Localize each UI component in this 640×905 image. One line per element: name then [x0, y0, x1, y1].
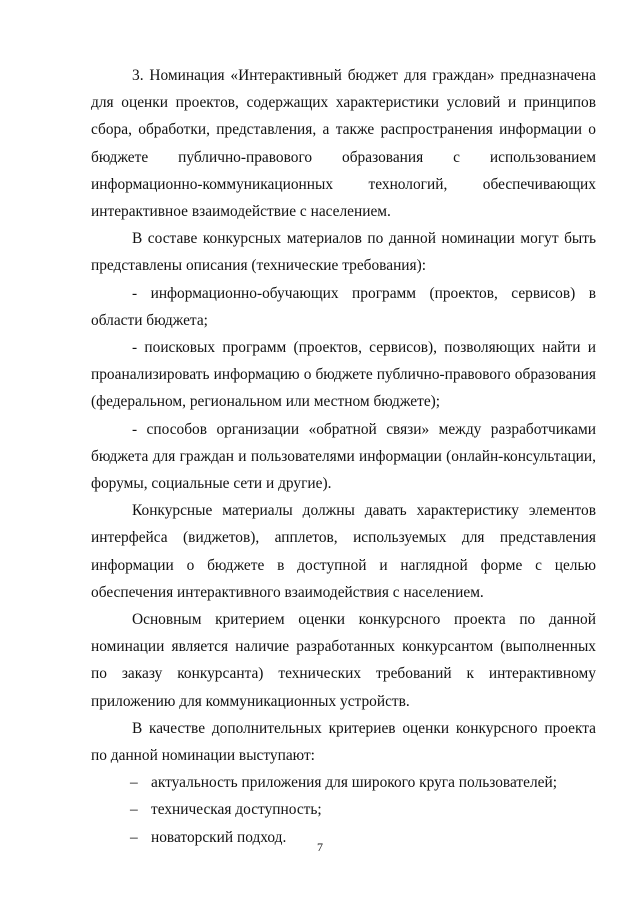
paragraph-interface-description: Конкурсные материалы должны давать характеристику элементов интерфейса (виджетов), апплетов, используемых для представления информации о бюджете в доступной и наглядной форме с целью обеспечения интерактивного взаимодействия с населением. — [91, 502, 596, 601]
bullet-dash: – — [130, 774, 138, 792]
bullet-dash: – — [130, 801, 138, 819]
paragraph-main-criterion: Основным критерием оценки конкурсного проекта по данной номинации является наличие разработанных конкурсантом (выполненных по заказу конкурсанта) технических требований к интерактивному приложению для коммуникационных устройств. — [91, 611, 596, 710]
paragraph-materials-intro: В составе конкурсных материалов по данной номинации могут быть представлены описания (технические требования): — [91, 230, 596, 275]
criteria-item-relevance: актуальность приложения для широкого круга пользователей; — [151, 774, 557, 792]
criteria-item-innovation: новаторский подход. — [151, 828, 287, 846]
bullet-dash: – — [130, 828, 138, 846]
paragraph-item-feedback-methods: - способов организации «обратной связи» между разработчиками бюджета для граждан и пользователями информации (онлайн-консультации, форумы, социальные сети и другие). — [91, 420, 596, 493]
criteria-list — [91, 769, 596, 851]
paragraph-item-search-programs: - поисковых программ (проектов, сервисов), позволяющих найти и проанализировать информацию о бюджете публично-правового образования (федеральном, региональном или местном бюджете); — [91, 339, 596, 411]
paragraph-item-training-programs: - информационно-обучающих программ (проектов, сервисов) в области бюджета; — [91, 284, 596, 329]
list-item — [91, 769, 596, 796]
paragraph-additional-criteria: В качестве дополнительных критериев оценки конкурсного проекта по данной номинации выступают: — [91, 719, 596, 765]
criteria-item-accessibility: техническая доступность; — [151, 801, 322, 819]
paragraph-nomination-intro: 3. Номинация «Интерактивный бюджет для граждан» предназначена для оценки проектов, содержащих характеристики условий и принципов сбора, обработки, представления, а также распространения информации о бюджете публично-правового образования с использованием информационно-коммуникационных технологий, обеспечивающих интерактивное взаимодействие с населением. — [91, 67, 596, 221]
page-number: 7 — [317, 840, 323, 854]
list-item — [91, 796, 596, 823]
document-body — [91, 62, 596, 851]
